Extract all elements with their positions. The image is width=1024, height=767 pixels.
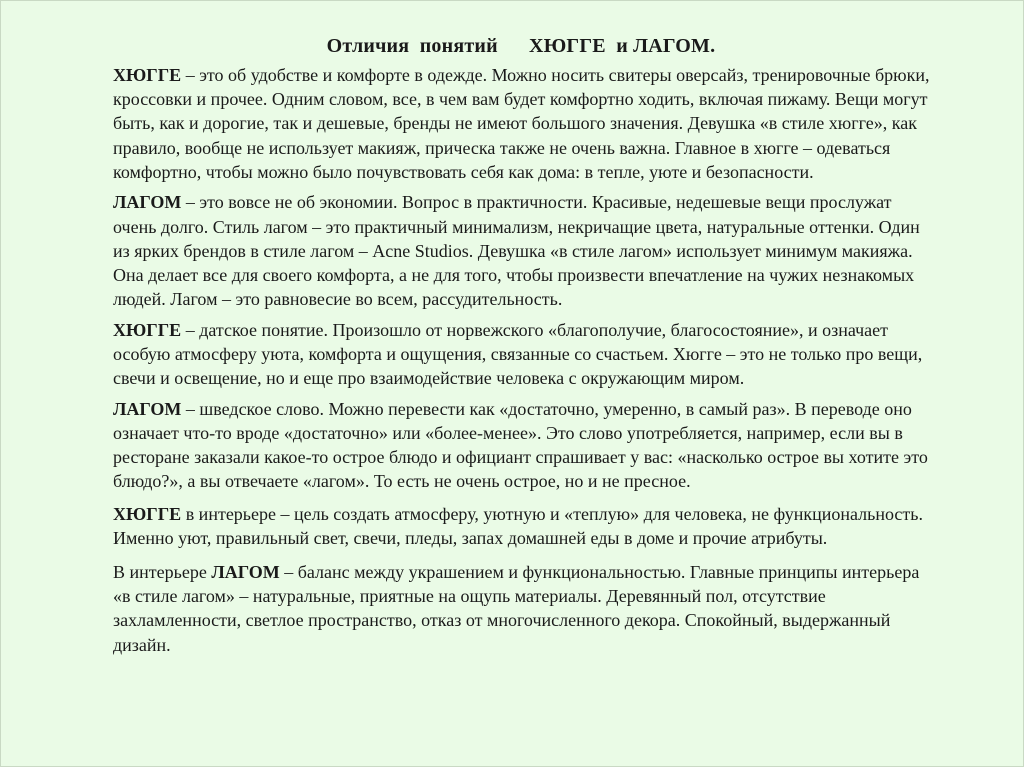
paragraph-hygge-interior <box>113 502 939 550</box>
keyword: ХЮГГЕ <box>113 65 182 85</box>
paragraph-text: – это об удобстве и комфорте в одежде. Можно носить свитеры оверсайз, тренировочные брюки, кроссовки и прочее. Одним словом, все, в чем вам будет комфортно ходить, включая пижаму. Вещи могут быть, как и дорогие, так и дешевые, бренды не имеют большого значения. Девушка «в стиле хюгге», как правило, вообще не использует макияж, прическа также не очень важна. Главное в хюгге – одеваться комфортно, чтобы можно было почувствовать себя как дома: в тепле, уюте и безопасности. <box>113 65 930 182</box>
paragraph-prefix: В интерьере <box>113 562 212 583</box>
keyword: ЛАГОМ <box>113 192 182 213</box>
paragraph-hygge-origin <box>113 318 939 391</box>
paragraph-text: в интерьере – цель создать атмосферу, уютную и «теплую» для человека, не функциональность. Именно уют, правильный свет, свечи, пледы, запах домашней еды в доме и прочие атрибуты. <box>113 503 923 548</box>
text-body <box>113 63 939 657</box>
paragraph-text: – баланс между украшением и функциональностью. Главные принципы интерьера «в стиле лагом» – натуральные, приятные на ощупь материалы. Деревянный пол, отсутствие захламленности, светлое пространство, отказ от многочисленного декора. Спокойный, выдержанный дизайн. <box>113 562 920 655</box>
keyword: ХЮГГЕ <box>113 319 182 340</box>
keyword: ХЮГГЕ <box>113 503 182 524</box>
paragraph-text: – датское понятие. Произошло от норвежского «благополучие, благосостояние», и означает особую атмосферу уюта, комфорта и ощущения, связанные со счастьем. Хюгге – это не только про вещи, свечи и освещение, но и еще про взаимодействие человека с окружающим миром. <box>113 319 923 389</box>
paragraph-text: – шведское слово. Можно перевести как «достаточно, умеренно, в самый раз». В переводе оно означает что-то вроде «достаточно» или «более-менее». Это слово употребляется, например, если вы в ресторане заказали какое-то острое блюдо и официант спрашивает у вас: «насколько острое вы хотите это блюдо?», а вы отвечаете «лагом». То есть не очень острое, но и не пресное. <box>113 398 928 492</box>
paragraph-lagom-interior <box>113 560 939 657</box>
paragraph-lagom-origin <box>113 397 939 494</box>
keyword: ЛАГОМ <box>113 398 182 419</box>
paragraph-hygge-clothing <box>113 63 939 184</box>
keyword: ЛАГОМ <box>211 562 280 583</box>
page-title: Отличия понятий ХЮГГЕ и ЛАГОМ. <box>326 35 716 57</box>
paragraph-text: – это вовсе не об экономии. Вопрос в практичности. Красивые, недешевые вещи прослужат очень долго. Стиль лагом – это практичный минимализм, некричащие цвета, натуральные оттенки. Один из ярких брендов в стиле лагом – Acne Studios. Девушка «в стиле лагом» использует минимум макияжа. Она делает все для своего комфорта, а не для того, чтобы произвести впечатление на чужих незнакомых людей. Лагом – это равновесие во всем, рассудительность. <box>113 192 920 310</box>
paragraph-lagom-clothing <box>113 190 939 311</box>
